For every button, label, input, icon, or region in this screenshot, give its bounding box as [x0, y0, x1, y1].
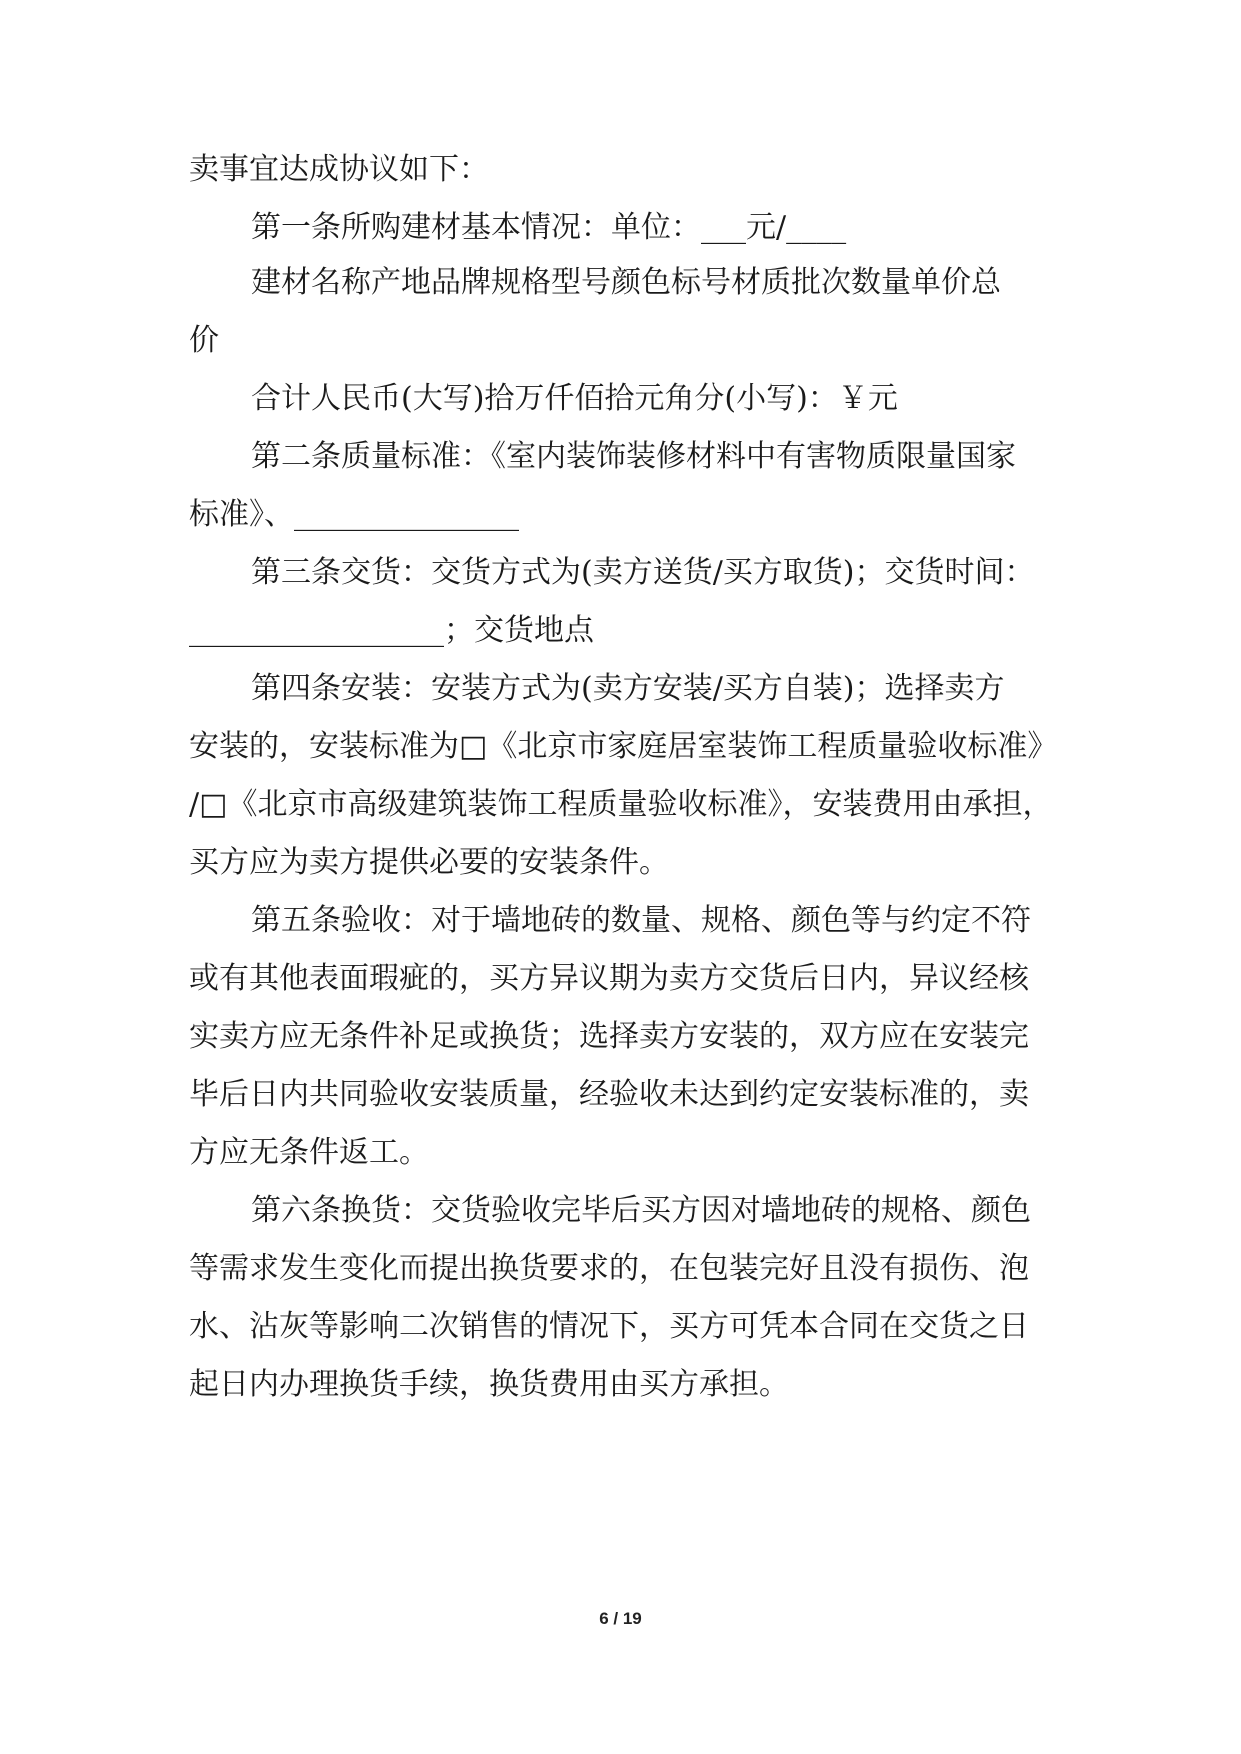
- text-line: 水、沾灰等影响二次销售的情况下，买方可凭本合同在交货之日: [189, 1309, 1029, 1344]
- article-5-heading: 第五条验收：对于墙地砖的数量、规格、颜色等与约定不符: [251, 903, 1031, 938]
- article-6-heading: 第六条换货：交货验收完毕后买方因对墙地砖的规格、颜色: [251, 1193, 1031, 1228]
- text-line: 或有其他表面瑕疵的，买方异议期为卖方交货后日内，异议经核: [189, 961, 1029, 996]
- page-number: 6 / 19: [599, 1609, 642, 1628]
- text-line: 安装的，安装标准为□《北京市家庭居室装饰工程质量验收标准》: [189, 729, 1058, 764]
- total-amount-line: 合计人民币(大写)拾万仟佰拾元角分(小写)：￥元: [251, 381, 898, 416]
- text-line: 起日内办理换货手续，换货费用由买方承担。: [189, 1367, 789, 1402]
- article-4-heading: 第四条安装：安装方式为(卖方安装/买方自装)；选择卖方: [251, 671, 1005, 706]
- article-1-heading: 第一条所购建材基本情况：单位：___元/____: [251, 210, 847, 245]
- text-line: _________________；交货地点: [189, 613, 594, 648]
- text-line: /□《北京市高级建筑装饰工程质量验收标准》，安装费用由承担，: [189, 787, 1053, 822]
- text-line: 实卖方应无条件补足或换货；选择卖方安装的，双方应在安装完: [189, 1019, 1029, 1054]
- article-2-heading: 第二条质量标准：《室内装饰装修材料中有害物质限量国家: [251, 439, 1016, 474]
- article-3-heading: 第三条交货：交货方式为(卖方送货/买方取货)；交货时间：: [251, 555, 1035, 590]
- text-line: 方应无条件返工。: [189, 1135, 429, 1170]
- material-table-header: 建材名称产地品牌规格型号颜色标号材质批次数量单价总: [251, 265, 1001, 300]
- text-line: 毕后日内共同验收安装质量，经验收未达到约定安装标准的，卖: [189, 1077, 1029, 1112]
- text-line: 买方应为卖方提供必要的安装条件。: [189, 845, 669, 880]
- text-line: 标准》、_______________: [189, 497, 519, 532]
- text-line: 等需求发生变化而提出换货要求的，在包装完好且没有损伤、泡: [189, 1251, 1029, 1286]
- text-line: 价: [189, 323, 219, 358]
- text-line: 卖事宜达成协议如下：: [189, 152, 489, 187]
